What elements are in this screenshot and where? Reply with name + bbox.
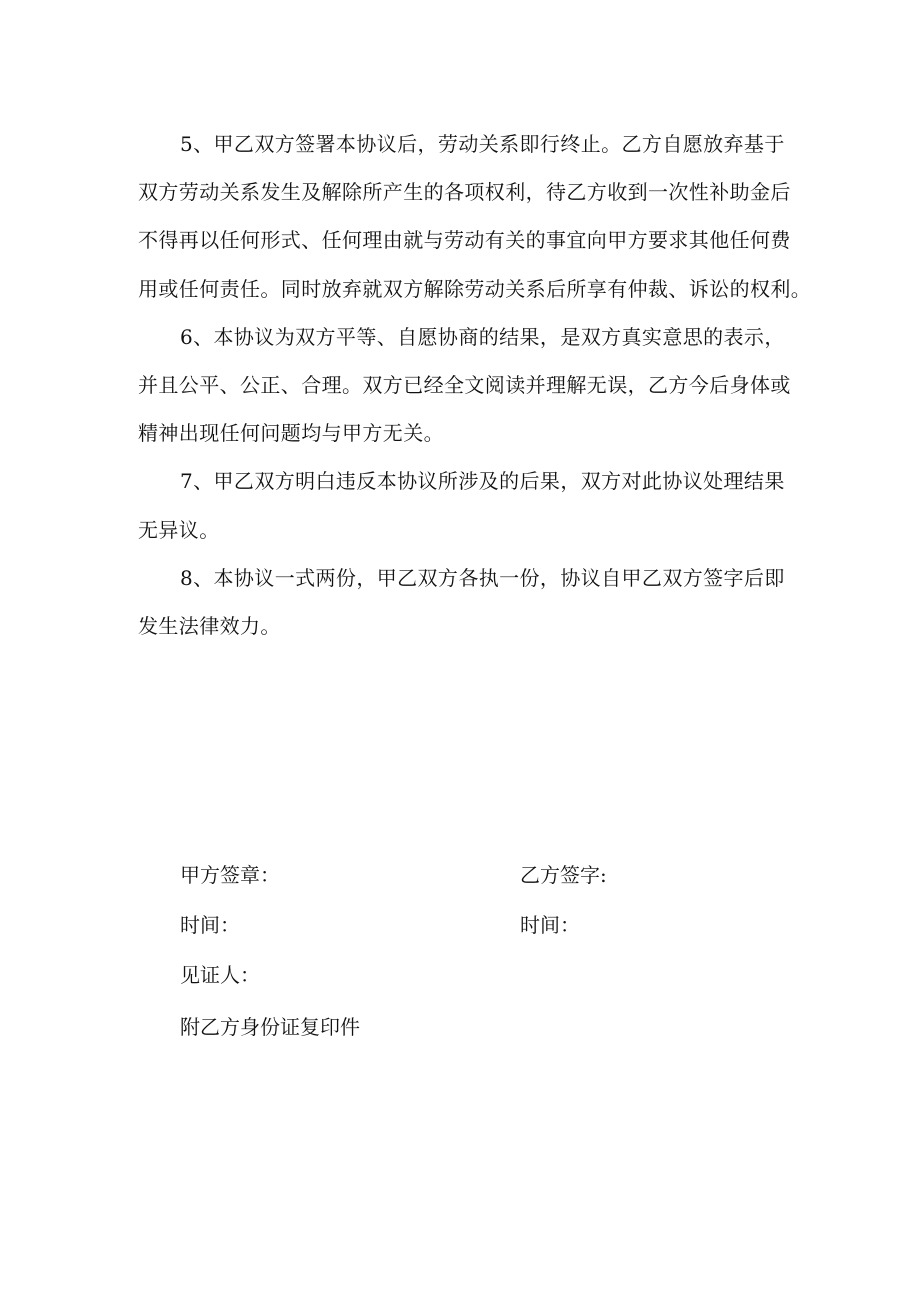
clause-6: [138, 313, 798, 458]
witness-label: 见证人：: [180, 963, 260, 987]
attachment-note: 附乙方身份证复印件: [180, 1015, 360, 1039]
clause-5-line-4: 用或任何责任。同时放弃就双方解除劳动关系后所享有仲裁、诉讼的权利。: [138, 276, 812, 301]
clause-8-line-2: 发生法律效力。: [138, 614, 281, 639]
clause-5: [138, 120, 812, 313]
clause-5-line-2: 双方劳动关系发生及解除所产生的各项权利，待乙方收到一次性补助金后: [138, 180, 791, 205]
clause-6-line-1: 6、本协议为双方平等、自愿协商的结果，是双方真实意思的表示，: [180, 324, 785, 349]
party-b-signature-label: 乙方签字:: [520, 863, 607, 887]
agreement-body: [138, 120, 812, 650]
clause-6-line-2: 并且公平、公正、合理。双方已经全文阅读并理解无误，乙方今后身体或: [138, 373, 791, 398]
clause-5-line-1: 5、甲乙双方签署本协议后，劳动关系即行终止。乙方自愿放弃基于: [180, 132, 785, 156]
clause-7: [138, 457, 798, 553]
party-a-time-label: 时间：: [180, 913, 240, 937]
clause-8-line-1: 8、本协议一式两份，甲乙双方各执一份，协议自甲乙双方签字后即: [180, 565, 785, 590]
clause-7-line-2: 无异议。: [138, 517, 220, 542]
party-a-seal-label: 甲方签章：: [180, 863, 280, 887]
clause-8: [138, 554, 798, 650]
party-b-time-label: 时间：: [520, 913, 580, 937]
clause-6-line-3: 精神出现任何问题均与甲方无关。: [138, 421, 444, 446]
clause-7-line-1: 7、甲乙双方明白违反本协议所涉及的后果，双方对此协议处理结果: [180, 469, 785, 494]
clause-5-line-3: 不得再以任何形式、任何理由就与劳动有关的事宜向甲方要求其他任何费: [138, 228, 791, 253]
